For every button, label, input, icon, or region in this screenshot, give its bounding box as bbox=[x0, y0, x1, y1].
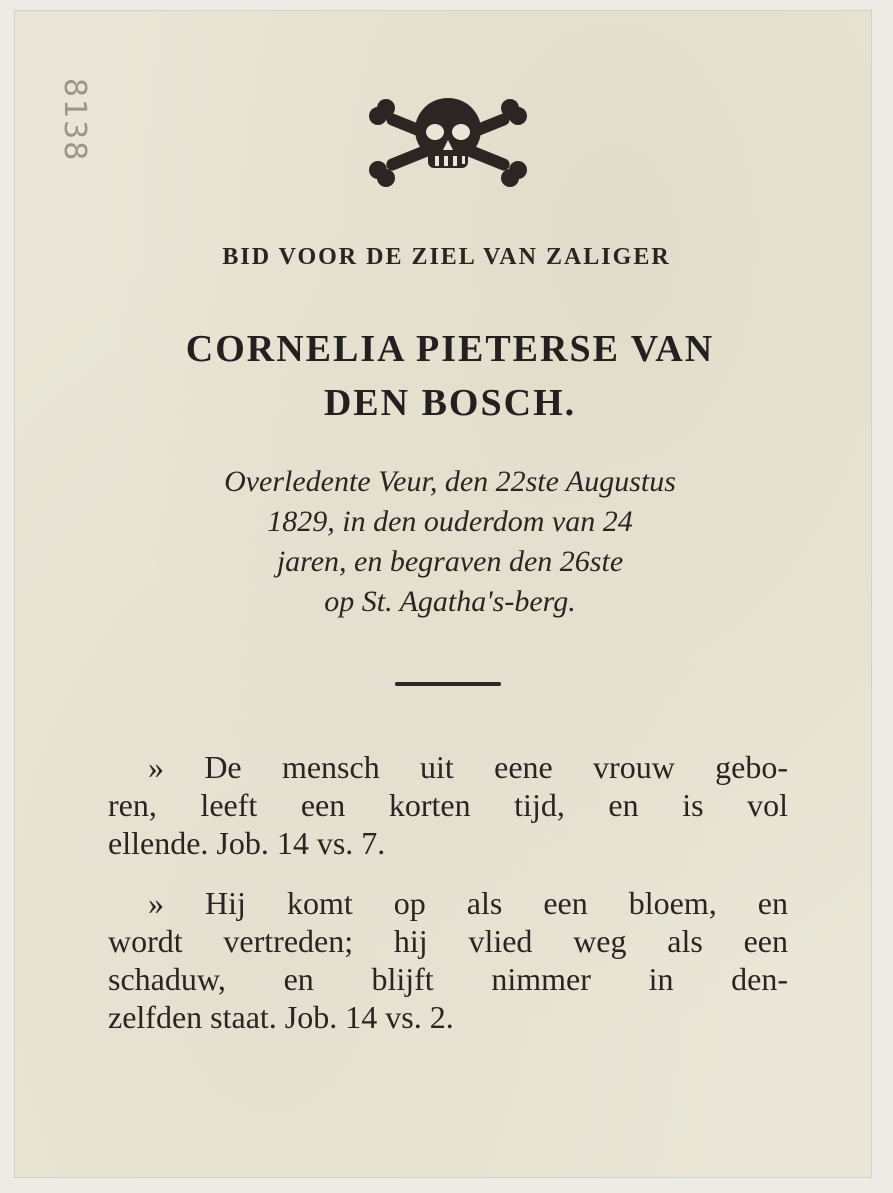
scripture-verse bbox=[108, 748, 788, 862]
details-line: op St. Agatha's-berg. bbox=[324, 585, 576, 618]
verse-line: schaduw, en blijft nimmer in den- bbox=[108, 961, 788, 997]
skull-and-crossbones-icon bbox=[362, 92, 534, 192]
verse-line: wordt vertreden; hij vlied weg als een bbox=[108, 923, 788, 959]
details-line: Overledente Veur, den 22ste Augustus bbox=[224, 465, 676, 498]
verse-line: ren, leeft een korten tijd, en is vol bbox=[108, 787, 788, 823]
verse-line: ellende. Job. 14 vs. 7. bbox=[108, 825, 386, 861]
deceased-name bbox=[60, 322, 840, 430]
death-details bbox=[70, 462, 830, 622]
name-line: CORNELIA PIETERSE VAN bbox=[185, 328, 715, 370]
verse-line: » Hij komt op als een bloem, en bbox=[148, 885, 788, 921]
verse-line: zelfden staat. Job. 14 vs. 2. bbox=[108, 999, 454, 1035]
details-line: 1829, in den ouderdom van 24 bbox=[267, 505, 633, 538]
scripture-verse bbox=[108, 884, 788, 1036]
divider-rule bbox=[395, 682, 501, 686]
archive-number: 8138 bbox=[57, 78, 92, 163]
name-line: DEN BOSCH. bbox=[323, 382, 577, 424]
verse-line: » De mensch uit eene vrouw gebo- bbox=[148, 749, 788, 785]
details-line: jaren, en begraven den 26ste bbox=[276, 545, 624, 578]
invocation-heading: BID VOOR DE ZIEL VAN ZALIGER bbox=[222, 244, 671, 270]
